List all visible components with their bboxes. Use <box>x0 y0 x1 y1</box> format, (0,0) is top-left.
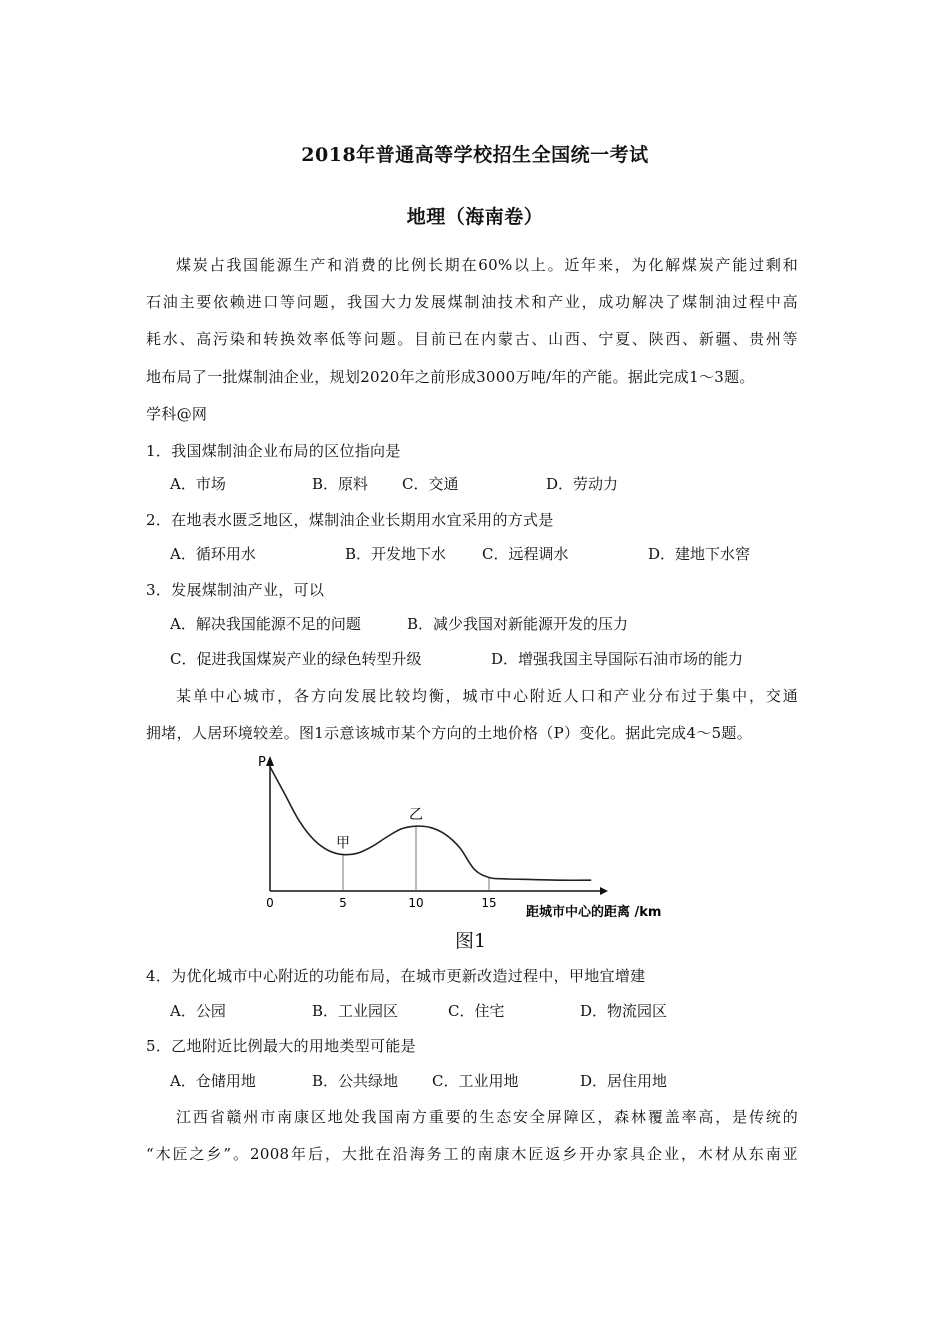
question-2-option-d: D．建地下水窖 <box>648 545 751 563</box>
question-5-option-d: D．居住用地 <box>580 1072 668 1090</box>
question-5-option-a: A．仓储用地 <box>170 1072 256 1090</box>
y-axis-label: P <box>258 755 266 770</box>
question-4-option-b: B．工业园区 <box>312 1002 399 1020</box>
point-label: 乙 <box>409 807 423 824</box>
question-5-option-c: C．工业用地 <box>432 1072 519 1090</box>
passage-1-line: 学科@网 <box>146 405 208 423</box>
exam-subtitle: 地理（海南卷） <box>406 206 544 228</box>
x-tick-label: 10 <box>408 896 424 910</box>
question-4-option-d: D．物流园区 <box>580 1002 668 1020</box>
question-1-option-c: C．交通 <box>402 475 459 493</box>
passage-1-line: 煤炭占我国能源生产和消费的比例长期在60%以上。近年来，为化解煤炭产能过剩和 <box>176 256 798 274</box>
question-1-option-d: D．劳动力 <box>546 475 619 493</box>
x-axis-arrow <box>600 887 608 895</box>
question-1-option-a: A．市场 <box>170 475 226 493</box>
question-1-stem: 1．我国煤制油企业布局的区位指向是 <box>146 442 401 460</box>
question-5-stem: 5．乙地附近比例最大的用地类型可能是 <box>146 1037 416 1055</box>
figure-1-chart <box>240 748 700 928</box>
x-axis-label: 距城市中心的距离 /km <box>526 905 662 920</box>
y-axis-arrow <box>266 756 274 766</box>
question-3-option-c: C．促进我国煤炭产业的绿色转型升级 <box>170 650 422 668</box>
question-4-stem: 4．为优化城市中心附近的功能布局，在城市更新改造过程中，甲地宜增建 <box>146 967 646 985</box>
point-label: 甲 <box>336 835 350 852</box>
x-tick-label: 15 <box>481 896 497 910</box>
passage-1-line: 耗水、高污染和转换效率低等问题。目前已在内蒙古、山西、宁夏、陕西、新疆、贵州等 <box>146 330 798 348</box>
question-1-option-b: B．原料 <box>312 475 369 493</box>
question-4-option-c: C．住宅 <box>448 1002 505 1020</box>
question-2-option-c: C．远程调水 <box>482 545 569 563</box>
question-3-stem: 3．发展煤制油产业，可以 <box>146 581 325 599</box>
passage-3-line: 江西省赣州市南康区地处我国南方重要的生态安全屏障区，森林覆盖率高，是传统的 <box>176 1108 798 1126</box>
passage-1-line: 石油主要依赖进口等问题，我国大力发展煤制油技术和产业，成功解决了煤制油过程中高 <box>146 293 798 311</box>
passage-3-line: “木匠之乡”。2008年后，大批在沿海务工的南康木匠返乡开办家具企业，木材从东南亚 <box>146 1145 798 1163</box>
passage-2-line: 拥堵，人居环境较差。图1示意该城市某个方向的土地价格（P）变化。据此完成4～5题。 <box>146 724 753 742</box>
passage-2-line: 某单中心城市，各方向发展比较均衡，城市中心附近人口和产业分布过于集中，交通 <box>176 687 798 705</box>
question-4-option-a: A．公园 <box>170 1002 226 1020</box>
question-5-option-b: B．公共绿地 <box>312 1072 399 1090</box>
price-curve <box>270 767 591 880</box>
question-2-stem: 2．在地表水匮乏地区，煤制油企业长期用水宜采用的方式是 <box>146 511 554 529</box>
question-2-option-a: A．循环用水 <box>170 545 256 563</box>
question-3-option-d: D．增强我国主导国际石油市场的能力 <box>491 650 744 668</box>
x-tick-label: 0 <box>266 896 274 910</box>
passage-1-line: 地布局了一批煤制油企业，规划2020年之前形成3000万吨/年的产能。据此完成1～3题。 <box>146 368 755 386</box>
exam-title: 2018年普通高等学校招生全国统一考试 <box>301 144 649 166</box>
figure-1-caption: 图1 <box>455 930 487 952</box>
question-2-option-b: B．开发地下水 <box>345 545 447 563</box>
question-3-option-a: A．解决我国能源不足的问题 <box>170 615 361 633</box>
x-tick-label: 5 <box>339 896 347 910</box>
question-3-option-b: B．减少我国对新能源开发的压力 <box>407 615 629 633</box>
